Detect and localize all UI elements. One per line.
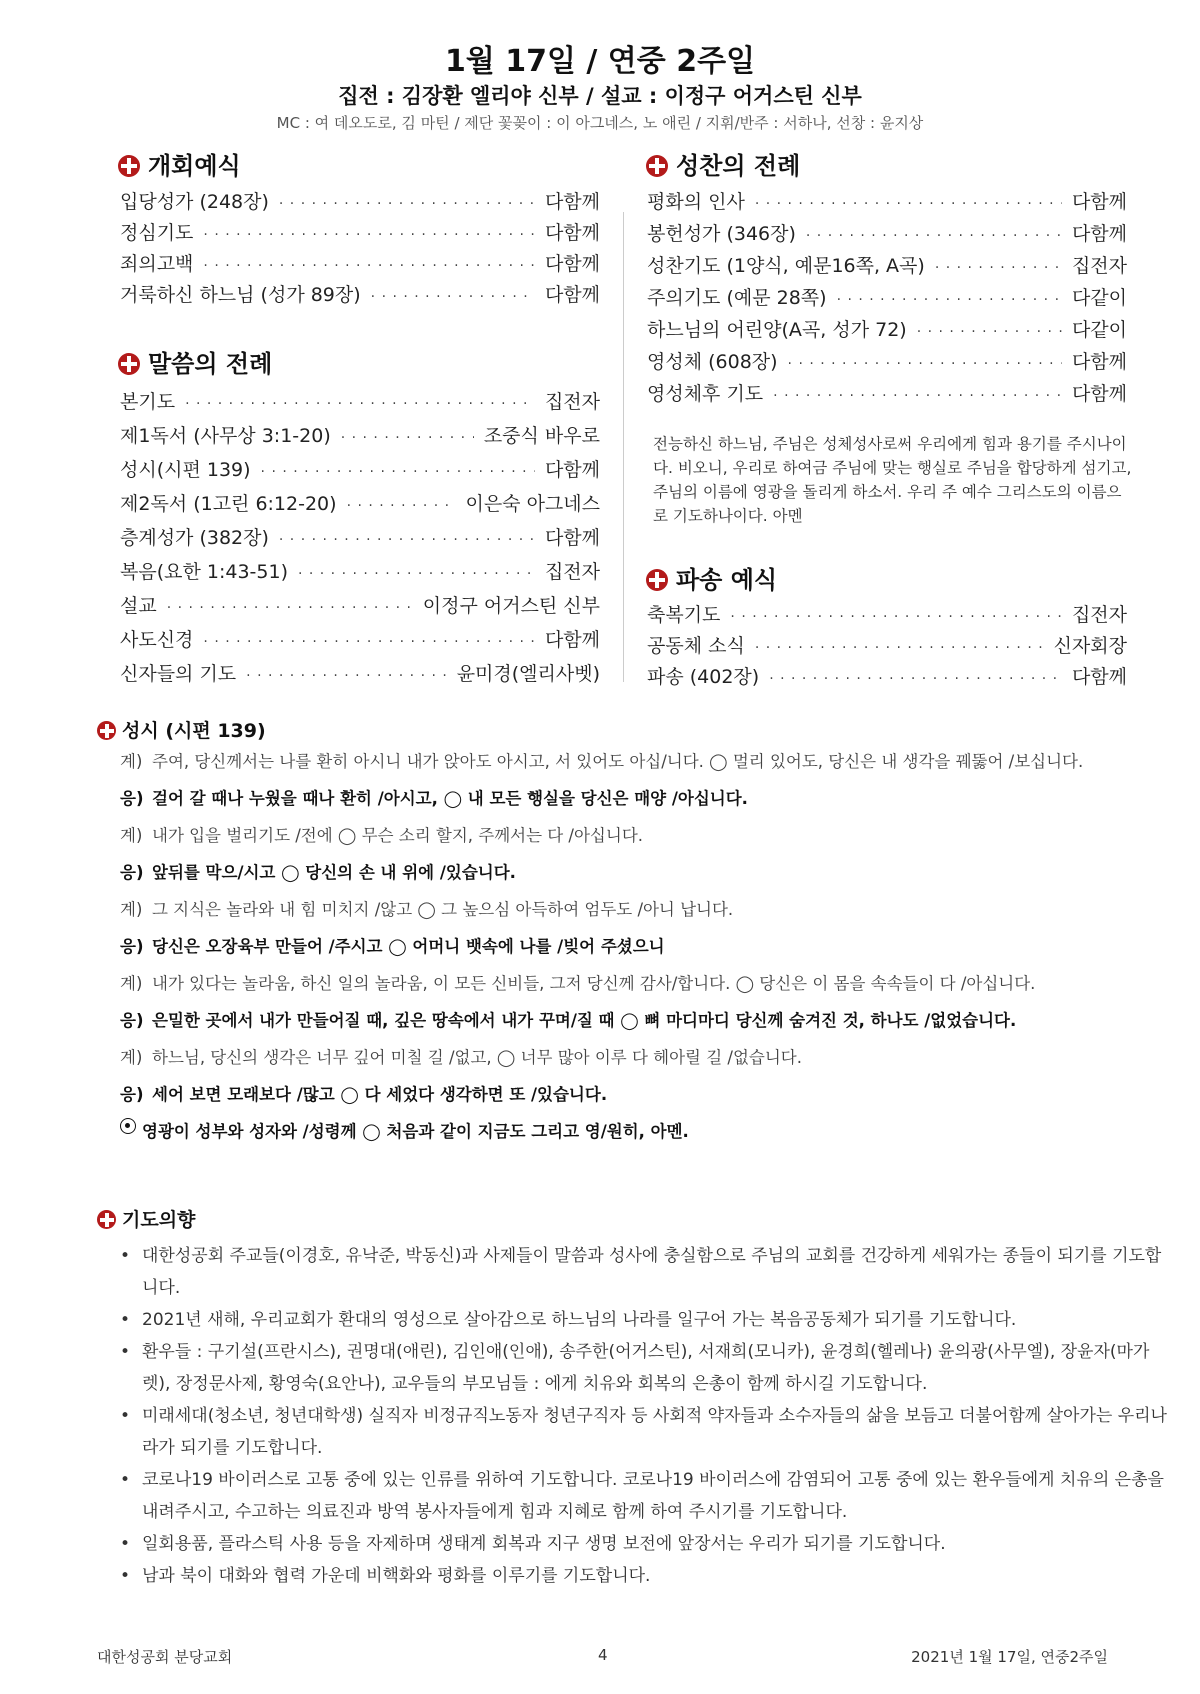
word-list [120, 387, 600, 693]
list-item: 주의기도 (예문 28쪽) · · · 다같이 [647, 283, 1127, 315]
list-item: 성시(시편 139) · · · 다함께 [120, 455, 600, 489]
gloria-line: 영광이 성부와 성자와 /성령께 ◯ 처음과 같이 지금도 그리고 영/원히, 아멘. [120, 1118, 1160, 1155]
section-word: 말씀의 전례 [118, 344, 272, 379]
column-divider [623, 212, 624, 682]
psalm-line: 계) 하느님, 당신의 생각은 너무 깊어 미칠 길 /없고, ◯ 너무 많아 이루 다 헤아릴 길 /없습니다. [120, 1048, 802, 1067]
post-communion-prayer: 전능하신 하느님, 주님은 성체성사로써 우리에게 힘과 용기를 주시나이다. 비오니, 우리로 하여금 주님에 맞는 행실로 주님을 합당하게 섬기고, 주님의 이름에 영광을 돌리게 하소서. 우리 주 예수 그리스도의 이름으로 기도하나이다. 아멘 [653, 435, 1132, 525]
list-item: • 2021년 새해, 우리교회가 환대의 영성으로 살아감으로 하느님의 나라를 일구어 가는 복음공동체가 되기를 기도합니다. [118, 1304, 1168, 1336]
cross-icon [118, 353, 140, 375]
opening-list [120, 187, 600, 311]
page-title: 1월 17일 / 연중 2주일 [444, 44, 756, 79]
psalm-line: 응) 세어 보면 모래보다 /많고 ◯ 다 세었다 생각하면 또 /있습니다. [120, 1085, 608, 1104]
list-item: 죄의고백 · · · 다함께 [120, 249, 600, 280]
list-item: 사도신경 · · · 다함께 [120, 625, 600, 659]
list-item: 정심기도 · · · 다함께 [120, 218, 600, 249]
list-item: 성찬기도 (1양식, 예문16쪽, A곡) · · · 집전자 [647, 251, 1127, 283]
psalm-line: 계) 내가 있다는 놀라움, 하신 일의 놀라움, 이 모든 신비들, 그저 당신께 감사/합니다. ◯ 당신은 이 몸을 속속들이 다 /아십니다. [120, 974, 1036, 993]
footer-date: 2021년 1월 17일, 연중2주일 [911, 1648, 1108, 1666]
list-item: 축복기도 · · · 집전자 [647, 600, 1127, 631]
section-dismissal: 파송 예식 [646, 560, 777, 595]
list-item: 설교 · · · 이정구 어거스틴 신부 [120, 591, 600, 625]
intentions-list [118, 1240, 1168, 1592]
list-item: 입당성가 (248장) · · · 다함께 [120, 187, 600, 218]
footer-church: 대한성공회 분당교회 [97, 1648, 233, 1666]
list-item: 봉헌성가 (346장) · · · 다함께 [647, 219, 1127, 251]
list-item: 파송 (402장) · · · 다함께 [647, 662, 1127, 693]
list-item: 하느님의 어린양(A곡, 성가 72) · · · 다같이 [647, 315, 1127, 347]
celebrant-line: 집전 : 김장환 엘리야 신부 / 설교 : 이정구 어거스틴 신부 [338, 84, 862, 108]
section-eucharist: 성찬의 전례 [646, 146, 800, 181]
list-item: • 대한성공회 주교들(이경호, 유낙준, 박동신)과 사제들이 말씀과 성사에 충실함으로 주님의 교회를 건강하게 세워가는 종들이 되기를 기도합니다. [118, 1240, 1168, 1304]
dismissal-list [647, 600, 1127, 693]
list-item: 제2독서 (1고린 6:12-20) · · · 이은숙 아그네스 [120, 489, 600, 523]
mc-line: MC : 여 데오도로, 김 마틴 / 제단 꽃꽂이 : 이 아그네스, 노 애린 / 지휘/반주 : 서하나, 선창 : 윤지상 [276, 114, 924, 132]
cross-icon [646, 155, 668, 177]
list-item: • 미래세대(청소년, 청년대학생) 실직자 비정규직노동자 청년구직자 등 사회적 약자들과 소수자들의 삶을 보듬고 더불어함께 살아가는 우리나라가 되기를 기도합니다. [118, 1400, 1168, 1464]
gloria-icon [120, 1118, 136, 1134]
list-item: • 일회용품, 플라스틱 사용 등을 자제하며 생태계 회복과 지구 생명 보전에 앞장서는 우리가 되기를 기도합니다. [118, 1528, 1168, 1560]
list-item: • 코로나19 바이러스로 고통 중에 있는 인류를 위하여 기도합니다. 코로나19 바이러스에 감염되어 고통 중에 있는 환우들에게 치유의 은총을 내려주시고, 수고하는 의료진과 방역 봉사자들에게 힘과 지혜로 함께 하여 주시기를 기도합니다. [118, 1464, 1168, 1528]
psalm-heading: 성시 (시편 139) [97, 716, 266, 743]
psalm-line: 응) 걸어 갈 때나 누웠을 때나 환히 /아시고, ◯ 내 모든 행실을 당신은 매양 /아십니다. [120, 789, 748, 808]
psalm-line: 응) 당신은 오장육부 만들어 /주시고 ◯ 어머니 뱃속에 나를 /빚어 주셨으니 [120, 937, 665, 956]
section-opening: 개회예식 [118, 146, 241, 181]
list-item: 영성체 (608장) · · · 다함께 [647, 347, 1127, 379]
cross-icon [118, 155, 140, 177]
cross-icon [97, 721, 116, 740]
list-item: 평화의 인사 · · · 다함께 [647, 187, 1127, 219]
psalm-line: 계) 내가 입을 벌리기도 /전에 ◯ 무슨 소리 할지, 주께서는 다 /아십니다. [120, 826, 643, 845]
list-item: 공동체 소식 · · · 신자회장 [647, 631, 1127, 662]
list-item: 제1독서 (사무상 3:1-20) · · · 조중식 바우로 [120, 421, 600, 455]
list-item: 신자들의 기도 · · · 윤미경(엘리사벳) [120, 659, 600, 693]
psalm-line: 응) 앞뒤를 막으/시고 ◯ 당신의 손 내 위에 /있습니다. [120, 863, 516, 882]
list-item: 층계성가 (382장) · · · 다함께 [120, 523, 600, 557]
psalm-line: 응) 은밀한 곳에서 내가 만들어질 때, 깊은 땅속에서 내가 꾸며/질 때 ◯ 뼈 마디마디 당신께 숨겨진 것, 하나도 /없었습니다. [120, 1011, 1017, 1030]
list-item: 거룩하신 하느님 (성가 89장) · · · 다함께 [120, 280, 600, 311]
footer-page-number: 4 [598, 1646, 608, 1664]
psalm-line: 계) 그 지식은 놀라와 내 힘 미치지 /않고 ◯ 그 높으심 아득하여 엄두도 /아니 납니다. [120, 900, 734, 919]
list-item: • 환우들 : 구기설(프란시스), 권명대(애린), 김인애(인애), 송주한(어거스틴), 서재희(모니카), 윤경희(헬레나) 윤의광(사무엘), 장윤자(마가렛), 장정문사제, 황영숙(요안나), 교우들의 부모님들 : 에게 치유와 회복의 은총이 함께 하시길 기도합니다. [118, 1336, 1168, 1400]
cross-icon [646, 569, 668, 591]
list-item: 영성체후 기도 · · · 다함께 [647, 379, 1127, 411]
eucharist-list [647, 187, 1127, 411]
intentions-heading: 기도의향 [97, 1205, 195, 1232]
list-item: • 남과 북이 대화와 협력 가운데 비핵화와 평화를 이루기를 기도합니다. [118, 1560, 1168, 1592]
cross-icon [97, 1210, 116, 1229]
list-item: 본기도 · · · 집전자 [120, 387, 600, 421]
list-item: 복음(요한 1:43-51) · · · 집전자 [120, 557, 600, 591]
psalm-line: 계) 주여, 당신께서는 나를 환히 아시니 내가 앉아도 아시고, 서 있어도 아십/니다. ◯ 멀리 있어도, 당신은 내 생각을 꿰뚫어 /보십니다. [120, 752, 1084, 771]
psalm-text [120, 748, 1160, 1155]
